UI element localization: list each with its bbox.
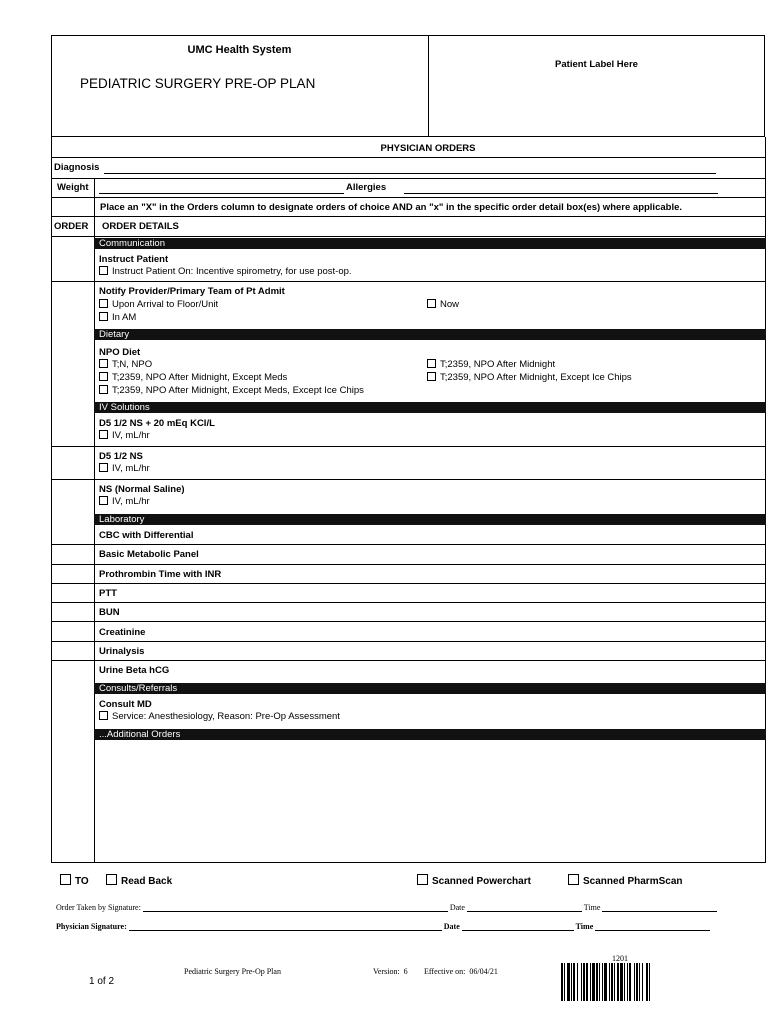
section-dietary: Dietary bbox=[94, 329, 766, 340]
order-taken-signature-field[interactable] bbox=[143, 911, 448, 912]
npo-option-5[interactable]: T;2359, NPO After Midnight, Except Ice Chips bbox=[427, 372, 632, 383]
section-iv-solutions: IV Solutions bbox=[94, 402, 766, 413]
order-column-header: ORDER bbox=[54, 221, 89, 232]
lab-item: CBC with Differential bbox=[99, 530, 194, 541]
checkbox[interactable] bbox=[99, 266, 108, 275]
npo-option-4[interactable]: T;2359, NPO After Midnight bbox=[427, 359, 555, 370]
allergies-label: Allergies bbox=[346, 182, 387, 193]
checkbox[interactable] bbox=[427, 372, 436, 381]
physician-date-field[interactable] bbox=[462, 930, 574, 931]
org-name: UMC Health System bbox=[187, 44, 292, 56]
checkbox[interactable] bbox=[99, 372, 108, 381]
lab-item: Prothrombin Time with INR bbox=[99, 569, 222, 580]
header-divider bbox=[428, 35, 429, 137]
document-name: Pediatric Surgery Pre-Op Plan bbox=[184, 967, 281, 976]
notify-provider-title: Notify Provider/Primary Team of Pt Admit bbox=[99, 286, 285, 297]
ns-title: NS (Normal Saline) bbox=[99, 484, 185, 495]
section-additional-orders: ...Additional Orders bbox=[94, 729, 766, 740]
order-details-column-header: ORDER DETAILS bbox=[102, 221, 179, 232]
notify-now-option[interactable]: Now bbox=[427, 299, 459, 310]
checkbox[interactable] bbox=[60, 874, 71, 885]
checkbox[interactable] bbox=[427, 299, 436, 308]
additional-orders-area[interactable] bbox=[95, 741, 765, 862]
checkbox[interactable] bbox=[99, 463, 108, 472]
checkbox[interactable] bbox=[99, 385, 108, 394]
lab-item: Creatinine bbox=[99, 627, 146, 638]
read-back-option[interactable]: Read Back bbox=[106, 874, 172, 887]
instruct-patient-option[interactable]: Instruct Patient On: Incentive spirometry, for use post-op. bbox=[99, 266, 352, 277]
checkbox[interactable] bbox=[99, 312, 108, 321]
page-title: PEDIATRIC SURGERY PRE-OP PLAN bbox=[80, 76, 316, 91]
npo-diet-title: NPO Diet bbox=[99, 347, 141, 358]
d5-kcl-title: D5 1/2 NS + 20 mEq KCl/L bbox=[99, 418, 215, 429]
weight-field[interactable] bbox=[99, 193, 344, 194]
consult-md-option[interactable]: Service: Anesthesiology, Reason: Pre-Op Assessment bbox=[99, 711, 340, 722]
page-number: 1 of 2 bbox=[89, 976, 115, 987]
checkbox[interactable] bbox=[106, 874, 117, 885]
d5-kcl-option[interactable]: IV, mL/hr bbox=[99, 430, 150, 441]
ns-option[interactable]: IV, mL/hr bbox=[99, 496, 150, 507]
checkbox[interactable] bbox=[99, 430, 108, 439]
section-communication: Communication bbox=[94, 238, 766, 249]
d5-ns-option[interactable]: IV, mL/hr bbox=[99, 463, 150, 474]
physician-time-field[interactable] bbox=[595, 930, 710, 931]
section-consults: Consults/Referrals bbox=[94, 683, 766, 694]
weight-label: Weight bbox=[57, 182, 89, 193]
notify-upon-arrival-option[interactable]: Upon Arrival to Floor/Unit bbox=[99, 299, 218, 310]
checkbox[interactable] bbox=[427, 359, 436, 368]
diagnosis-field[interactable] bbox=[104, 173, 716, 174]
lab-item: Basic Metabolic Panel bbox=[99, 549, 199, 560]
patient-label: Patient Label Here bbox=[555, 59, 638, 70]
checkbox[interactable] bbox=[99, 359, 108, 368]
checkbox[interactable] bbox=[417, 874, 428, 885]
physician-signature-field[interactable] bbox=[129, 930, 442, 931]
effective-date: Effective on: 06/04/21 bbox=[424, 967, 498, 976]
lab-item: Urine Beta hCG bbox=[99, 665, 170, 676]
checkbox[interactable] bbox=[99, 299, 108, 308]
physician-orders-heading: PHYSICIAN ORDERS bbox=[380, 143, 476, 154]
instructions-text: Place an "X" in the Orders column to designate orders of choice AND an "x" in the specific order detail box(es) where applicable. bbox=[100, 202, 683, 213]
allergies-field[interactable] bbox=[404, 193, 718, 194]
lab-item: BUN bbox=[99, 607, 120, 618]
order-taken-date-field[interactable] bbox=[467, 911, 582, 912]
notify-in-am-option[interactable]: In AM bbox=[99, 312, 136, 323]
barcode-icon bbox=[561, 963, 695, 1001]
lab-item: PTT bbox=[99, 588, 117, 599]
instruct-patient-title: Instruct Patient bbox=[99, 254, 169, 265]
checkbox[interactable] bbox=[568, 874, 579, 885]
lab-item: Urinalysis bbox=[99, 646, 145, 657]
consult-md-title: Consult MD bbox=[99, 699, 152, 710]
diagnosis-label: Diagnosis bbox=[54, 162, 100, 173]
section-laboratory: Laboratory bbox=[94, 514, 766, 525]
npo-option-1[interactable]: T;N, NPO bbox=[99, 359, 152, 370]
order-taken-row: Order Taken by Signature: Date Time bbox=[56, 903, 717, 912]
order-taken-time-field[interactable] bbox=[602, 911, 717, 912]
version-text: Version: 6 bbox=[373, 967, 408, 976]
to-option[interactable]: TO bbox=[60, 874, 89, 887]
scanned-powerchart-option[interactable]: Scanned Powerchart bbox=[417, 874, 531, 887]
form-number: 1201 bbox=[612, 954, 628, 963]
npo-option-2[interactable]: T;2359, NPO After Midnight, Except Meds bbox=[99, 372, 287, 383]
physician-signature-row: Physician Signature: Date Time bbox=[56, 922, 710, 931]
checkbox[interactable] bbox=[99, 711, 108, 720]
d5-ns-title: D5 1/2 NS bbox=[99, 451, 143, 462]
npo-option-3[interactable]: T;2359, NPO After Midnight, Except Meds, Except Ice Chips bbox=[99, 385, 364, 396]
checkbox[interactable] bbox=[99, 496, 108, 505]
scanned-pharmscan-option[interactable]: Scanned PharmScan bbox=[568, 874, 682, 887]
